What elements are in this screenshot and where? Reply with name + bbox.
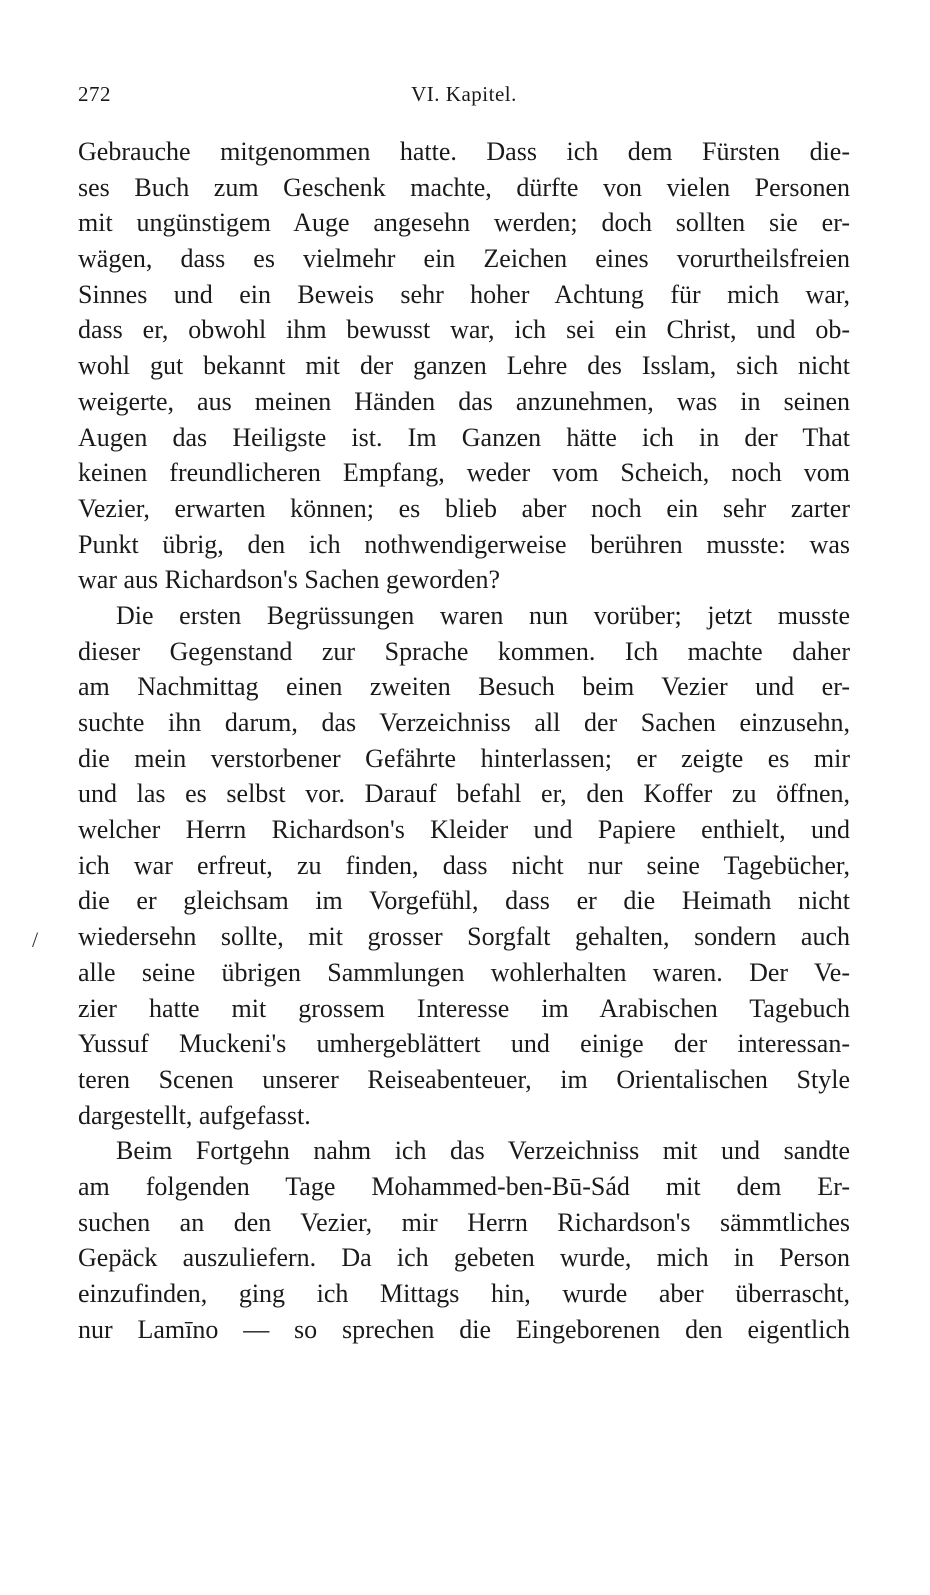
text-line: teren Scenen unserer Reiseabenteuer, im Orientalischen Style (78, 1064, 850, 1094)
text-line: dieser Gegenstand zur Sprache kommen. Ich machte daher (78, 636, 850, 666)
text-line: Gebrauche mitgenommen hatte. Dass ich dem Fürsten die- (78, 137, 850, 166)
text-line: dass er, obwohl ihm bewusst war, ich sei ein Christ, und ob- (78, 315, 850, 345)
text-line: Die ersten Begrüssungen waren nun vorüber; jetzt musste (116, 600, 850, 630)
text-line: war aus Richardson's Sachen geworden? (78, 565, 500, 595)
text-line: Yussuf Muckeni's umhergeblättert und einige der interessan- (78, 1029, 850, 1059)
text-line: wohl gut bekannt mit der ganzen Lehre des Isslam, sich nicht (78, 351, 850, 381)
text-line: einzufinden, ging ich Mittags hin, wurde aber überrascht, (78, 1279, 850, 1308)
text-line: Vezier, erwarten können; es blieb aber noch ein sehr zarter (78, 493, 850, 523)
text-line: zier hatte mit grossem Interesse im Arabischen Tagebuch (78, 993, 850, 1023)
text-line: Gepäck auszuliefern. Da ich gebeten wurde, mich in Person (78, 1243, 850, 1273)
text-line: am Nachmittag einen zweiten Besuch beim Vezier und er- (78, 672, 850, 702)
text-line: die er gleichsam im Vorgefühl, dass er die Heimath nicht (78, 886, 850, 916)
text-line: alle seine übrigen Sammlungen wohlerhalten waren. Der Ve- (78, 957, 850, 987)
text-line: mit ungünstigem Auge angesehn werden; doch sollten sie er- (78, 208, 850, 238)
text-line: die mein verstorbener Gefährte hinterlassen; er zeigte es mir (78, 743, 850, 773)
text-line: Augen das Heiligste ist. Im Ganzen hätte ich in der That (78, 422, 850, 452)
text-line: dargestellt, aufgefasst. (78, 1100, 311, 1130)
text-line: suchte ihn darum, das Verzeichniss all der Sachen einzusehn, (78, 708, 850, 737)
text-line: wägen, dass es vielmehr ein Zeichen eines vorurtheilsfreien (78, 244, 850, 274)
text-line: wiedersehn sollte, mit grosser Sorgfalt gehalten, sondern auch (78, 922, 850, 952)
text-line: nur Lamīno — so sprechen die Eingeborenen den eigentlich (78, 1314, 850, 1344)
text-line: ich war erfreut, zu finden, dass nicht nur seine Tagebücher, (78, 850, 850, 880)
text-line: weigerte, aus meinen Händen das anzunehmen, was in seinen (78, 386, 850, 416)
text-line: welcher Herrn Richardson's Kleider und Papiere enthielt, und (78, 815, 850, 845)
page-number: 272 (78, 82, 111, 106)
text-body (78, 134, 850, 1347)
text-line: Punkt übrig, den ich nothwendigerweise berühren musste: was (78, 529, 850, 559)
text-line: ses Buch zum Geschenk machte, dürfte von vielen Personen (78, 172, 850, 202)
text-line: keinen freundlicheren Empfang, weder vom Scheich, noch vom (78, 458, 850, 488)
margin-mark: / (32, 927, 39, 952)
text-line: Sinnes und ein Beweis sehr hoher Achtung für mich war, (78, 279, 850, 309)
text-line: und las es selbst vor. Darauf befahl er, den Koffer zu öffnen, (78, 779, 850, 809)
text-line: am folgenden Tage Mohammed-ben-Bū-Sád mit dem Er- (78, 1171, 850, 1201)
running-head: VI. Kapitel. (411, 82, 517, 106)
text-line: suchen an den Vezier, mir Herrn Richardson's sämmtliches (78, 1207, 850, 1237)
page-header (78, 82, 850, 112)
text-line: Beim Fortgehn nahm ich das Verzeichniss mit und sandte (116, 1136, 850, 1166)
